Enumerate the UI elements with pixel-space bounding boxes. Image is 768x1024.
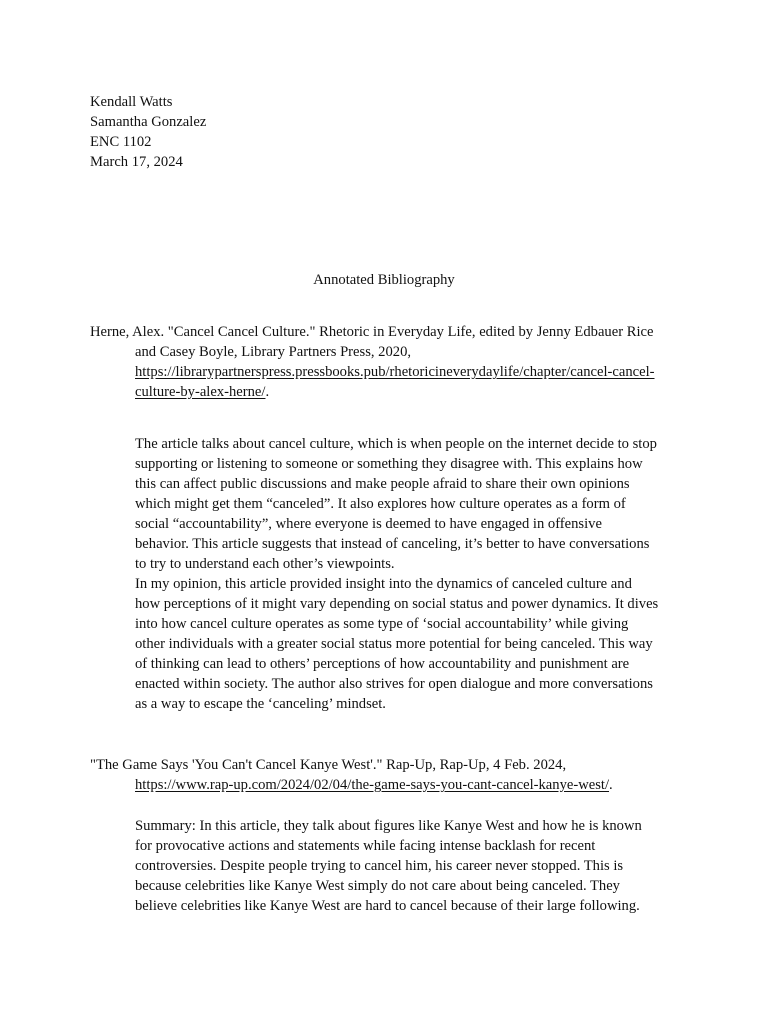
summary-line: believe celebrities like Kanye West are hard to cancel because of their large following. xyxy=(135,898,640,914)
citation-url-line xyxy=(135,362,655,382)
annotation-line: enacted within society. The author also strives for open dialogue and more conversations xyxy=(135,676,653,692)
citation-line: "The Game Says 'You Can't Cancel Kanye West'." Rap-Up, Rap-Up, 4 Feb. 2024, xyxy=(90,757,567,773)
citation-link[interactable]: culture-by-alex-herne/ xyxy=(135,384,266,400)
annotation-line: how perceptions of it might vary depending on social status and power dynamics. It dives xyxy=(135,596,659,612)
annotation-line: which might get them “canceled”. It also explores how culture operates as a form of xyxy=(135,496,626,512)
annotation-line: other individuals with a greater social status more potential for being canceled. This way xyxy=(135,636,653,652)
instructor-name: Samantha Gonzalez xyxy=(90,114,207,130)
student-name: Kendall Watts xyxy=(90,94,173,110)
annotation-line: social “accountability”, where everyone is deemed to have engaged in offensive xyxy=(135,516,602,532)
citation-line: and Casey Boyle, Library Partners Press, 2020, xyxy=(135,344,412,360)
annotation-line: as a way to escape the ‘canceling’ mindset. xyxy=(135,696,386,712)
annotation-line: In my opinion, this article provided insight into the dynamics of canceled culture and xyxy=(135,576,632,592)
page-title: Annotated Bibliography xyxy=(313,272,455,288)
citation-punct: . xyxy=(609,777,613,793)
citation-url-line xyxy=(135,382,269,402)
annotation-line: behavior. This article suggests that instead of canceling, it’s better to have conversations xyxy=(135,536,650,552)
annotation-line: of thinking can lead to others’ perceptions of how accountability and punishment are xyxy=(135,656,630,672)
annotation-line: to try to understand each other’s viewpoints. xyxy=(135,556,395,572)
course-name: ENC 1102 xyxy=(90,134,152,150)
annotation-line: this can affect public discussions and make people afraid to share their own opinions xyxy=(135,476,630,492)
citation-link[interactable]: https://www.rap-up.com/2024/02/04/the-game-says-you-cant-cancel-kanye-west/ xyxy=(135,777,610,793)
citation-punct: . xyxy=(265,384,270,400)
citation-line: Herne, Alex. "Cancel Cancel Culture." Rhetoric in Everyday Life, edited by Jenny Edbauer Rice xyxy=(90,324,654,340)
summary-line: Summary: In this article, they talk about figures like Kanye West and how he is known xyxy=(135,818,642,834)
summary-line: for provocative actions and statements while facing intense backlash for recent xyxy=(135,838,596,854)
document-date: March 17, 2024 xyxy=(90,154,183,170)
citation-link[interactable]: https://librarypartnerspress.pressbooks.pub/rhetoricineverydaylife/chapter/cancel-cancel- xyxy=(135,364,655,380)
annotation-line: into how cancel culture operates as some type of ‘social accountability’ while giving xyxy=(135,616,629,632)
annotation-line: The article talks about cancel culture, which is when people on the internet decide to stop xyxy=(135,436,657,452)
summary-line: controversies. Despite people trying to cancel him, his career never stopped. This is xyxy=(135,858,624,874)
summary-line: because celebrities like Kanye West simply do not care about being canceled. They xyxy=(135,878,620,894)
annotation-line: supporting or listening to someone or something they disagree with. This explains how xyxy=(135,456,643,472)
citation-url-line xyxy=(135,775,613,795)
